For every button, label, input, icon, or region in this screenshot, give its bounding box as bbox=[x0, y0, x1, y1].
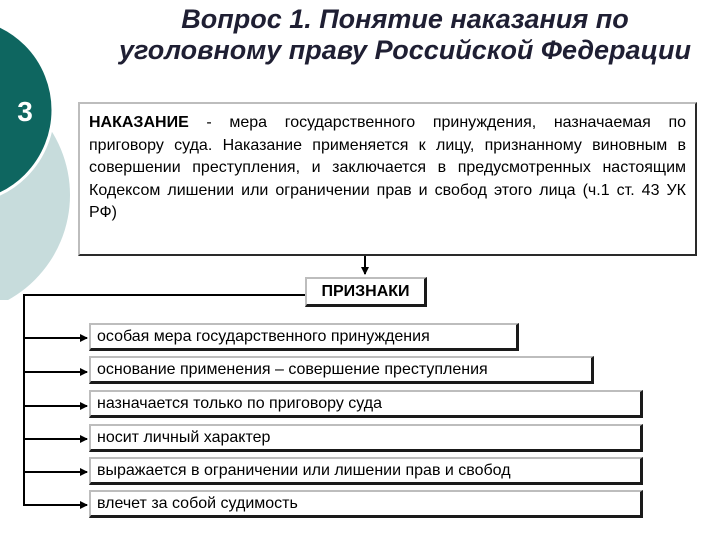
slide-title: Вопрос 1. Понятие наказания по уголовному праву Российской Федерации bbox=[119, 4, 691, 65]
definition-text: - мера государственного принуждения, назначаемая по приговору суда. Наказание применяется к лицу, признанному виновным в совершении преступления, и заключается в предусмотренных настоящим Кодексом лишении или ограничении прав и свобод этого лица (ч.1 ст. 43 УК РФ) bbox=[89, 114, 686, 221]
feature-item-3: назначается только по приговору суда bbox=[89, 390, 643, 418]
definition-term: НАКАЗАНИЕ bbox=[89, 114, 189, 131]
feature-item-6: влечет за собой судимость bbox=[89, 490, 643, 518]
feature-item-1: особая мера государственного принуждения bbox=[89, 323, 519, 351]
feature-item-5: выражается в ограничении или лишении прав и свобод bbox=[89, 457, 643, 485]
signs-label: ПРИЗНАКИ bbox=[305, 277, 427, 307]
feature-item-2: основание применения – совершение преступления bbox=[89, 356, 594, 384]
feature-item-4: носит личный характер bbox=[89, 424, 643, 452]
slide-number: 3 bbox=[17, 96, 33, 127]
